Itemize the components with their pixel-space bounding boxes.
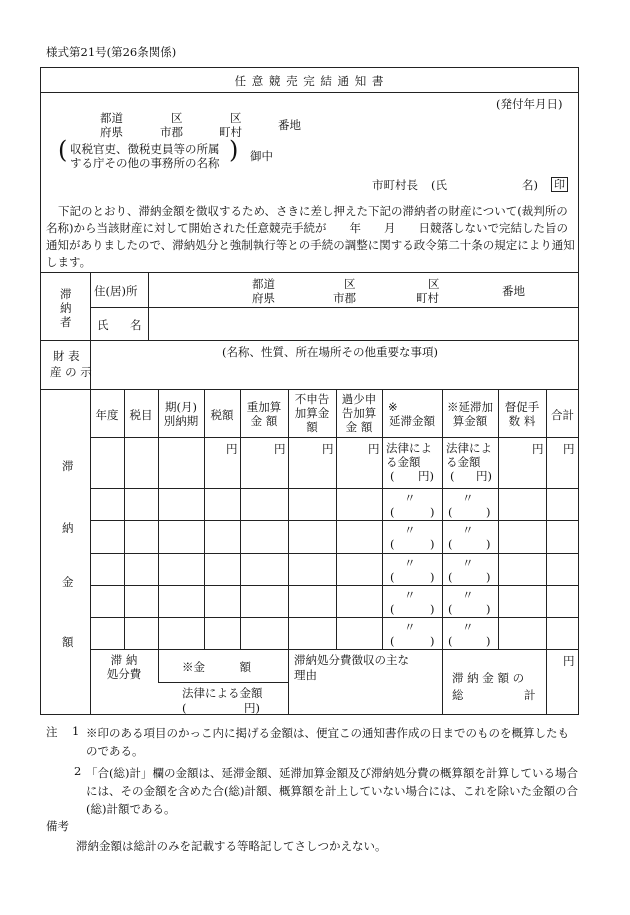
taxpayer-label-1: 滞 bbox=[60, 287, 72, 301]
name-label-2: 名 bbox=[130, 318, 142, 332]
gochu: 御中 bbox=[250, 149, 273, 163]
ditto-mark: 〃 bbox=[404, 556, 416, 570]
paren-open: ( bbox=[390, 570, 395, 584]
amounts-label-4: 額 bbox=[62, 635, 74, 649]
legal-amount-entai-4: 円) bbox=[418, 469, 434, 483]
paren-open: ( bbox=[448, 602, 453, 616]
recipient-line-1: 収税官吏、徴税吏員等の所属 bbox=[70, 142, 220, 156]
seal-label: 印 bbox=[551, 177, 568, 192]
addr-shigun: 市郡 bbox=[160, 125, 183, 139]
divider bbox=[148, 272, 149, 340]
legal-amount-entaikasan-1: 法律によ bbox=[446, 441, 492, 455]
ditto-mark: 〃 bbox=[404, 620, 416, 634]
header-nendo: 年度 bbox=[95, 408, 119, 422]
paren-close: ) bbox=[430, 537, 435, 551]
divider bbox=[382, 389, 383, 649]
paren-close: ) bbox=[486, 505, 491, 519]
header-zeimoku: 税目 bbox=[129, 408, 153, 422]
header-entai-mark: ※ bbox=[388, 400, 398, 414]
divider bbox=[90, 272, 91, 650]
ditto-mark: 〃 bbox=[462, 556, 474, 570]
address-label: 住(居)所 bbox=[94, 284, 138, 298]
amounts-label-1: 滞 bbox=[62, 459, 74, 473]
bracket-right: ) bbox=[229, 136, 239, 164]
addr-todofuken-2: 府県 bbox=[100, 125, 123, 139]
divider bbox=[498, 389, 499, 649]
divider bbox=[158, 682, 288, 683]
header-kasho-2: 告加算 bbox=[341, 406, 377, 420]
property-description: (名称、性質、所在場所その他重要な事項) bbox=[222, 345, 438, 359]
divider bbox=[90, 437, 579, 438]
yen-total: 円 bbox=[563, 654, 575, 668]
recipient-line-2: する庁その他の事務所の名称 bbox=[70, 156, 220, 170]
disposal-cost-label-1: 滞 納 bbox=[110, 653, 138, 667]
divider bbox=[442, 649, 443, 715]
divider bbox=[158, 389, 159, 649]
tp-addr-todofuken-1: 都道 bbox=[252, 277, 275, 291]
header-zeigaku: 税額 bbox=[210, 408, 234, 422]
header-entai: 延滞金額 bbox=[389, 414, 435, 428]
header-fushinkoku-1: 不申告 bbox=[294, 392, 330, 406]
tp-addr-ku-1: 区 bbox=[344, 277, 356, 291]
header-kasho-1: 過少申 bbox=[341, 392, 377, 406]
mayor-shi: (氏 bbox=[431, 178, 447, 192]
header-fushinkoku-3: 額 bbox=[306, 420, 318, 434]
taxpayer-label-2: 納 bbox=[60, 301, 72, 315]
remarks-label: 備考 bbox=[46, 819, 69, 833]
taxpayer-label-3: 者 bbox=[60, 315, 72, 329]
paren-open: ( bbox=[390, 537, 395, 551]
asterisk-amount: ※金 額 bbox=[182, 660, 251, 674]
note-1-number: 1 bbox=[72, 724, 80, 738]
form-title: 任 意 競 売 完 結 通 知 書 bbox=[234, 74, 385, 88]
paren-open: ( bbox=[390, 602, 395, 616]
total-label-3: 計 bbox=[524, 688, 536, 702]
paren-close: ) bbox=[430, 602, 435, 616]
total-label-1: 滞 納 金 額 の bbox=[452, 671, 525, 685]
header-kasho-3: 金 額 bbox=[345, 420, 373, 434]
paren-close: ) bbox=[430, 505, 435, 519]
divider bbox=[90, 307, 579, 308]
paren-close: ) bbox=[486, 570, 491, 584]
note-1: ※印のある項目のかっこ内に掲げる金額は、便宜この通知書作成の日までのものを概算したものである。 bbox=[86, 726, 569, 758]
divider bbox=[546, 649, 547, 715]
property-label-1: 財 表 bbox=[53, 349, 80, 363]
yen-fushinkoku: 円 bbox=[322, 442, 334, 456]
legal-amount-entaikasan-2: る金額 bbox=[446, 455, 481, 469]
divider bbox=[442, 389, 443, 649]
paren-open: ( bbox=[390, 634, 395, 648]
divider bbox=[90, 617, 579, 618]
issue-date: (発付年月日) bbox=[496, 97, 563, 111]
legal-amount-entai-3: ( bbox=[390, 469, 395, 483]
tp-addr-chouson: 町村 bbox=[416, 291, 439, 305]
addr-ku-1: 区 bbox=[171, 111, 183, 125]
yen-zeigaku: 円 bbox=[226, 442, 238, 456]
divider bbox=[40, 272, 579, 273]
divider bbox=[90, 488, 579, 489]
header-entaikasan-2: 算金額 bbox=[452, 414, 488, 428]
tp-addr-todofuken-2: 府県 bbox=[252, 291, 275, 305]
note-label: 注 bbox=[46, 725, 58, 739]
divider bbox=[40, 340, 579, 341]
paren-close: ) bbox=[486, 602, 491, 616]
paren-close: ) bbox=[430, 570, 435, 584]
divider bbox=[546, 389, 547, 649]
addr-banchi: 番地 bbox=[278, 118, 301, 132]
paren-close: ) bbox=[430, 634, 435, 648]
form-number: 様式第21号(第26条関係) bbox=[46, 45, 177, 59]
amounts-label-3: 金 bbox=[62, 575, 74, 589]
note-2-number: 2 bbox=[74, 764, 82, 778]
bracket-left: ( bbox=[58, 136, 68, 164]
yen-gokei: 円 bbox=[563, 442, 575, 456]
addr-chouson: 町村 bbox=[219, 125, 242, 139]
paren-close: ) bbox=[486, 537, 491, 551]
remarks-text: 滞納金額は総計のみを記載する等略記してさしつかえない。 bbox=[76, 839, 387, 853]
header-tokusoku-1: 督促手 bbox=[504, 400, 540, 414]
mayor-mei: 名) bbox=[522, 178, 538, 192]
divider bbox=[158, 649, 159, 682]
ditto-mark: 〃 bbox=[462, 491, 474, 505]
header-gokei: 合計 bbox=[551, 408, 574, 422]
header-jukasan-1: 重加算 bbox=[246, 400, 282, 414]
divider bbox=[40, 92, 579, 93]
ditto-mark: 〃 bbox=[462, 620, 474, 634]
divider bbox=[90, 649, 579, 650]
legal-amount-paren: ( 円) bbox=[182, 701, 260, 715]
seal-mark bbox=[551, 176, 568, 192]
legal-amount-entaikasan-3: ( bbox=[450, 469, 455, 483]
header-jukasan-2: 金 額 bbox=[250, 414, 278, 428]
yen-jukasan: 円 bbox=[274, 442, 286, 456]
paren-open: ( bbox=[390, 505, 395, 519]
divider bbox=[90, 520, 579, 521]
total-label-2: 総 bbox=[452, 688, 464, 702]
tp-addr-banchi: 番地 bbox=[502, 284, 525, 298]
paren-open: ( bbox=[448, 537, 453, 551]
mayor-title: 市町村長 bbox=[372, 178, 418, 192]
ditto-mark: 〃 bbox=[462, 523, 474, 537]
name-label-1: 氏 bbox=[97, 318, 109, 332]
legal-amount-entaikasan-4: 円) bbox=[476, 469, 492, 483]
note-2: 「合(総)計」欄の金額は、延滞金額、延滞加算金額及び滞納処分費の概算額を計算している場合には、その金額を含めた合(総)計額、概算額を計上していない場合には、これを除いた金額の合(総)計額である。 bbox=[86, 766, 578, 816]
paren-close: ) bbox=[486, 634, 491, 648]
header-entaikasan-1: ※延滞加 bbox=[447, 400, 493, 414]
divider bbox=[240, 389, 241, 649]
amounts-label-2: 納 bbox=[62, 521, 74, 535]
tp-addr-ku-2: 区 bbox=[428, 277, 440, 291]
ditto-mark: 〃 bbox=[404, 588, 416, 602]
legal-amount-line: 法律による金額 bbox=[182, 686, 263, 700]
tp-addr-shigun: 市郡 bbox=[333, 291, 356, 305]
legal-amount-entai-1: 法律によ bbox=[386, 441, 432, 455]
paren-open: ( bbox=[448, 505, 453, 519]
divider bbox=[288, 649, 289, 715]
header-fushinkoku-2: 加算金 bbox=[294, 406, 330, 420]
disposal-cost-label-2: 処分費 bbox=[106, 667, 142, 681]
divider bbox=[204, 389, 205, 649]
ditto-mark: 〃 bbox=[404, 491, 416, 505]
header-tokusoku-2: 数 料 bbox=[508, 414, 536, 428]
divider bbox=[90, 585, 579, 586]
header-ki-1: 期(月) bbox=[165, 400, 197, 414]
paren-open: ( bbox=[448, 634, 453, 648]
paren-open: ( bbox=[448, 570, 453, 584]
yen-kasho: 円 bbox=[368, 442, 380, 456]
addr-todofuken-1: 都道 bbox=[100, 111, 123, 125]
divider bbox=[90, 553, 579, 554]
addr-ku-2: 区 bbox=[230, 111, 242, 125]
property-label-2: 産 の 示 bbox=[50, 365, 92, 379]
body-text: 下記のとおり、滞納金額を徴収するため、さきに差し押えた下記の滞納者の財産について(裁判所の名称)から当該財産に対して開始された任意競売手続が 年 月 日競落しないで完結した旨の通知がありましたので、滞納処分と強制執行等との手続の調整に関する政令第二十条の規定により通知します。 bbox=[46, 204, 575, 269]
divider bbox=[124, 389, 125, 649]
disposal-reason-2: 理由 bbox=[294, 668, 317, 682]
ditto-mark: 〃 bbox=[404, 523, 416, 537]
legal-amount-entai-2: る金額 bbox=[386, 455, 421, 469]
yen-tokusoku: 円 bbox=[532, 442, 544, 456]
ditto-mark: 〃 bbox=[462, 588, 474, 602]
disposal-reason-1: 滞納処分費徴収の主な bbox=[294, 653, 409, 667]
header-ki-2: 別納期 bbox=[163, 414, 199, 428]
